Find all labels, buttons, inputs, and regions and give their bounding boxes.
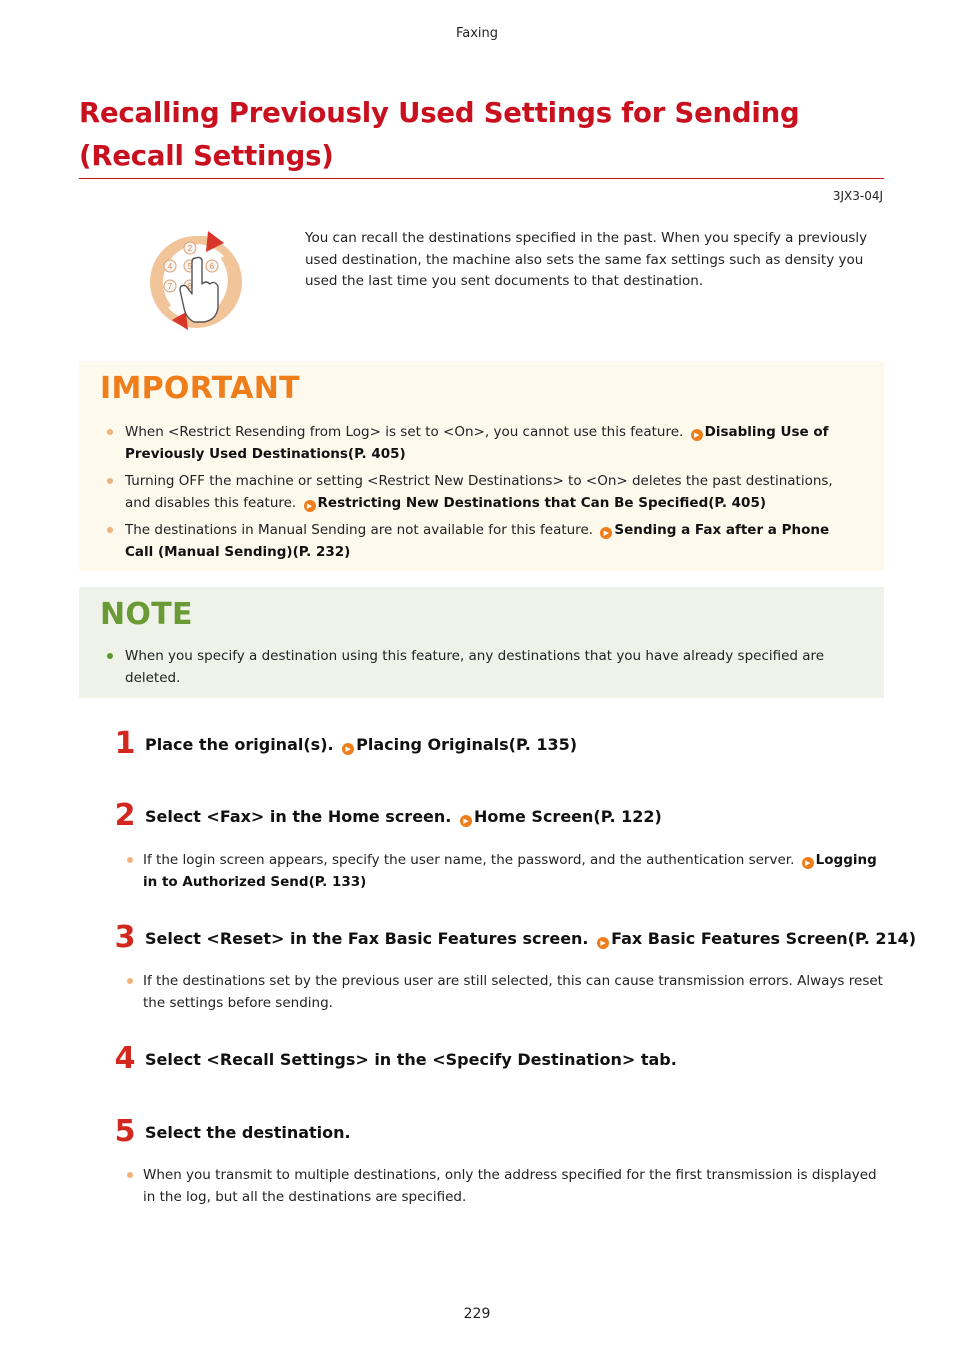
link-placing-originals[interactable]: ▶ Placing Originals(P. 135) xyxy=(339,735,577,754)
note-box xyxy=(79,587,884,698)
document-code: 3JX3-04J xyxy=(832,189,883,203)
list-item: The destinations in Manual Sending are not available for this feature. ▶ Sending a Fax after a Phone Call (Manual Sending)(P. 232) xyxy=(101,519,860,563)
step-text: Select <Fax> in the Home screen. ▶ Home Screen(P. 122) xyxy=(145,807,662,826)
step-text: Select the destination. xyxy=(145,1123,351,1142)
step-text: Place the original(s). ▶ Placing Originals(P. 135) xyxy=(145,735,578,754)
link-arrow-icon: ▶ xyxy=(597,937,609,949)
important-list xyxy=(101,421,860,568)
svg-text:7: 7 xyxy=(167,282,173,291)
list-item: When you transmit to multiple destinations, only the address specified for the first transmission is displayed in the log, but all the destinations are specified. xyxy=(123,1164,883,1208)
link-arrow-icon: ▶ xyxy=(600,527,612,539)
bullet-icon xyxy=(107,527,113,533)
step-number: 4 xyxy=(114,1041,136,1076)
link-logging-in-to-authorized-send[interactable]: ▶ Logging in to Authorized Send(P. 133) xyxy=(143,852,877,890)
link-restricting-new-destinations[interactable]: ▶ Restricting New Destinations that Can Be Specified(P. 405) xyxy=(301,495,766,511)
link-arrow-icon: ▶ xyxy=(304,500,316,512)
step-text: Select <Recall Settings> in the <Specify Destination> tab. xyxy=(145,1050,677,1069)
important-heading: IMPORTANT xyxy=(100,371,300,406)
link-manual-sending[interactable]: ▶ Sending a Fax after a Phone Call (Manual Sending)(P. 232) xyxy=(125,522,830,560)
title-rule xyxy=(79,178,884,179)
step-text: Select <Reset> in the Fax Basic Features screen. ▶ Fax Basic Features Screen(P. 214) xyxy=(145,929,917,948)
note-list xyxy=(101,645,860,694)
step-5-notes xyxy=(123,1164,883,1208)
list-item: If the login screen appears, specify the user name, the password, and the authentication server. ▶ Logging in to Authorized Send(P. 133) xyxy=(123,849,883,893)
recall-settings-icon xyxy=(150,228,246,332)
list-item: Turning OFF the machine or setting <Restrict New Destinations> to <On> deletes the past destinations, and disables this feature. ▶ Restricting New Destinations that Can Be Specified(P. 405) xyxy=(101,470,860,514)
link-home-screen[interactable]: ▶ Home Screen(P. 122) xyxy=(457,807,662,826)
intro-text: You can recall the destinations specified in the past. When you specify a previously used destination, the machine also sets the same fax settings such as density you used the last time you sent documents to that destination. xyxy=(305,230,868,289)
link-disabling-use-of-previously-used-destinations[interactable]: ▶ Disabling Use of Previously Used Destinations(P. 405) xyxy=(125,424,829,462)
step-2-notes xyxy=(123,849,883,893)
list-item: When <Restrict Resending from Log> is set to <On>, you cannot use this feature. ▶ Disabling Use of Previously Used Destinations(P. 405) xyxy=(101,421,860,465)
svg-text:4: 4 xyxy=(167,262,173,271)
bullet-icon xyxy=(127,1172,133,1178)
bullet-icon xyxy=(127,978,133,984)
link-arrow-icon: ▶ xyxy=(691,429,703,441)
bullet-icon xyxy=(127,857,133,863)
step-3-notes xyxy=(123,970,883,1014)
page-number: 229 xyxy=(463,1306,491,1322)
bullet-icon xyxy=(107,653,113,659)
step-number: 2 xyxy=(114,798,136,833)
note-heading: NOTE xyxy=(100,597,193,632)
bullet-icon xyxy=(107,429,113,435)
link-arrow-icon: ▶ xyxy=(802,857,814,869)
link-fax-basic-features-screen[interactable]: ▶ Fax Basic Features Screen(P. 214) xyxy=(594,929,916,948)
svg-text:5: 5 xyxy=(187,262,193,271)
list-item: When you specify a destination using this feature, any destinations that you have already specified are deleted. xyxy=(101,645,860,689)
link-arrow-icon: ▶ xyxy=(342,743,354,755)
svg-text:8: 8 xyxy=(187,282,193,291)
svg-text:6: 6 xyxy=(209,262,215,271)
list-item: If the destinations set by the previous user are still selected, this can cause transmission errors. Always reset the settings before sending. xyxy=(123,970,883,1014)
important-box xyxy=(79,361,884,571)
svg-text:2: 2 xyxy=(187,244,193,253)
link-arrow-icon: ▶ xyxy=(460,815,472,827)
page-title: Recalling Previously Used Settings for Sending (Recall Settings) xyxy=(79,97,800,172)
step-number: 3 xyxy=(114,920,136,955)
bullet-icon xyxy=(107,478,113,484)
step-number: 5 xyxy=(114,1114,136,1149)
running-header: Faxing xyxy=(455,26,499,41)
step-number: 1 xyxy=(114,726,136,761)
